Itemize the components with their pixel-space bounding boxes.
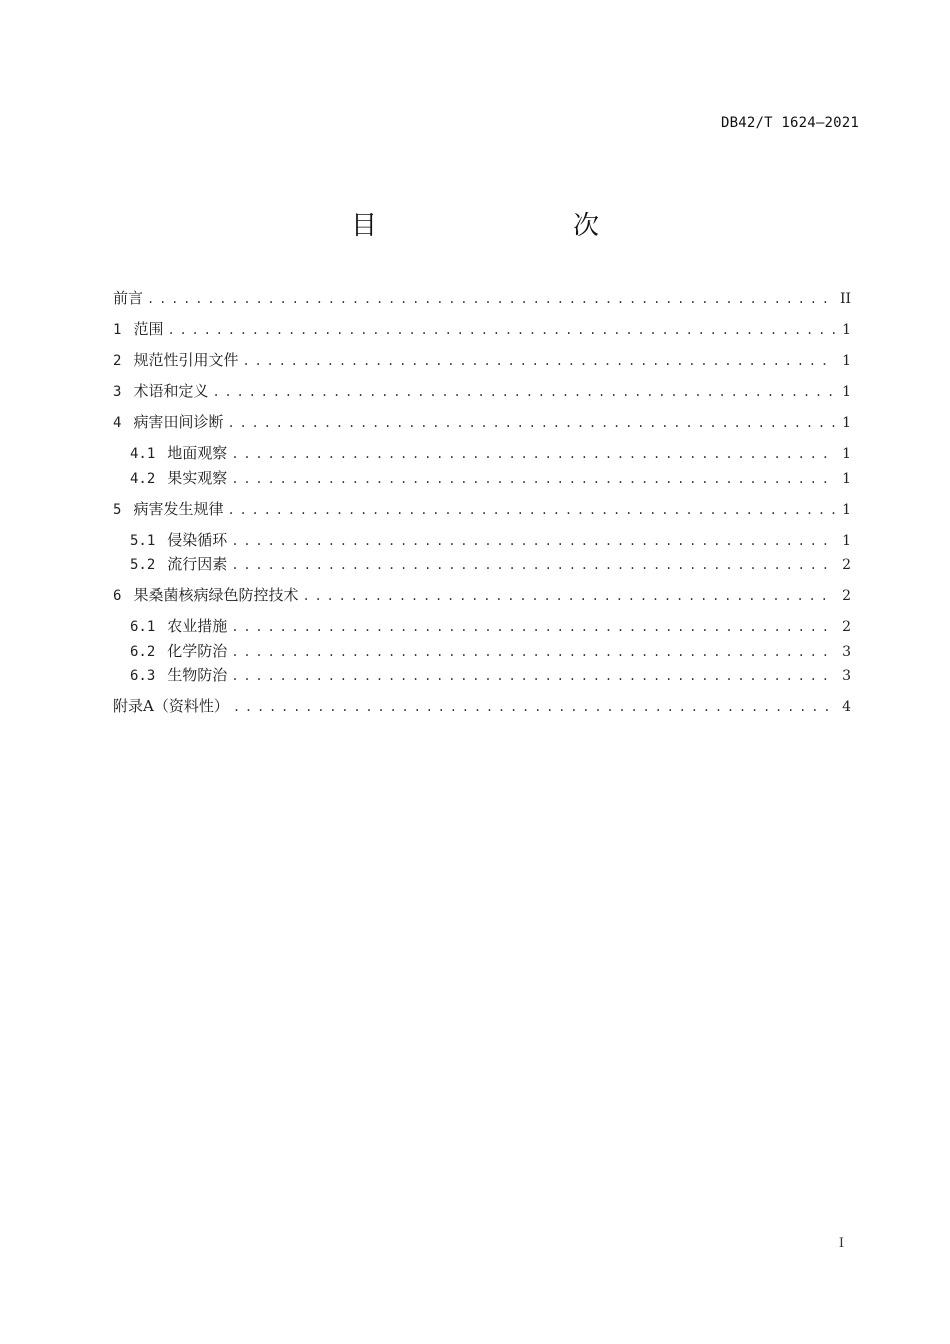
toc-entry-text: 侵染循环 xyxy=(167,530,228,549)
toc-entry-scope[interactable] xyxy=(113,317,851,342)
dot-leader xyxy=(231,553,835,578)
toc-entry-text: 果实观察 xyxy=(167,468,228,487)
toc-entry-text: 地面观察 xyxy=(167,444,228,462)
toc-entry-page: 1 xyxy=(842,322,851,338)
toc-entry-page: 1 xyxy=(842,532,851,549)
toc-entry-page: 1 xyxy=(842,353,851,369)
toc-entry-terms-definitions[interactable] xyxy=(113,379,851,404)
dot-leader xyxy=(242,349,835,374)
toc-entry-page: 1 xyxy=(842,501,851,518)
page-number: I xyxy=(838,1236,844,1251)
toc-entry-appendix-a[interactable] xyxy=(113,694,851,719)
toc-entry-number: 6.2 xyxy=(130,643,156,660)
toc-entry-number: 3 xyxy=(113,384,122,400)
toc-entry-fruit-observation[interactable] xyxy=(113,466,851,491)
toc-entry-epidemic-factors[interactable] xyxy=(113,552,851,577)
toc-entry-text: 附录A（资料性） xyxy=(113,697,229,715)
toc-entry-normative-references[interactable] xyxy=(113,348,851,373)
toc-entry-text: 果桑菌核病绿色防控技术 xyxy=(133,586,299,604)
dot-leader xyxy=(231,529,835,554)
dot-leader xyxy=(147,287,835,312)
toc-entry-page: 1 xyxy=(842,446,851,462)
toc-entry-text: 规范性引用文件 xyxy=(133,351,239,369)
toc-entry-number: 2 xyxy=(113,353,122,369)
toc-entry-text: 病害发生规律 xyxy=(133,499,224,518)
dot-leader xyxy=(231,615,835,640)
toc-entry-number: 6.3 xyxy=(130,668,156,684)
toc-entry-ground-observation[interactable] xyxy=(113,441,851,466)
toc-entry-text: 化学防治 xyxy=(167,641,228,660)
dot-leader xyxy=(167,318,835,343)
toc-entry-field-diagnosis[interactable] xyxy=(113,410,851,435)
toc-entry-page: 2 xyxy=(842,557,851,573)
toc-entry-text: 流行因素 xyxy=(167,555,228,573)
toc-entry-text: 前言 xyxy=(113,289,144,307)
toc-entry-text: 范围 xyxy=(133,320,164,338)
toc-entry-number: 5.1 xyxy=(130,532,156,549)
toc-entry-preface[interactable] xyxy=(113,286,851,311)
toc-entry-number: 4 xyxy=(113,415,122,431)
toc-entry-number: 5.2 xyxy=(130,557,156,573)
toc-entry-page: II xyxy=(839,291,851,307)
toc-entry-page: 4 xyxy=(842,699,851,715)
dot-leader xyxy=(302,584,835,609)
toc-entry-page: 2 xyxy=(842,588,851,604)
toc-entry-text: 农业措施 xyxy=(167,617,228,635)
toc-entry-number: 6.1 xyxy=(130,619,156,635)
toc-entry-page: 1 xyxy=(842,470,851,487)
toc-entry-number: 4.1 xyxy=(130,446,156,462)
toc-entry-chemical-control[interactable] xyxy=(113,639,851,664)
toc-entry-page: 2 xyxy=(842,619,851,635)
toc-entry-text: 病害田间诊断 xyxy=(133,413,224,431)
page-title: 目 次 xyxy=(350,211,647,241)
dot-leader xyxy=(231,664,835,689)
toc-entry-text: 术语和定义 xyxy=(133,382,209,400)
toc-entry-occurrence-pattern[interactable] xyxy=(113,497,851,522)
dot-leader xyxy=(231,442,835,467)
document-code: DB42/T 1624—2021 xyxy=(720,115,859,131)
toc-entry-text: 生物防治 xyxy=(167,666,228,684)
toc-entry-biological-control[interactable] xyxy=(113,663,851,688)
toc-entry-number: 1 xyxy=(113,322,122,338)
dot-leader xyxy=(212,380,835,405)
toc-entry-agricultural-measures[interactable] xyxy=(113,614,851,639)
table-of-contents xyxy=(113,286,851,719)
toc-entry-page: 3 xyxy=(842,668,851,684)
dot-leader xyxy=(227,411,835,436)
dot-leader xyxy=(227,498,835,523)
toc-entry-number: 6 xyxy=(113,588,122,604)
toc-entry-number: 4.2 xyxy=(130,470,156,487)
toc-entry-number: 5 xyxy=(113,501,122,518)
toc-entry-page: 3 xyxy=(842,643,851,660)
dot-leader xyxy=(233,695,835,720)
dot-leader xyxy=(231,467,835,492)
toc-entry-green-control[interactable] xyxy=(113,583,851,608)
dot-leader xyxy=(231,640,835,665)
toc-entry-infection-cycle[interactable] xyxy=(113,528,851,553)
toc-entry-page: 1 xyxy=(842,384,851,400)
toc-entry-page: 1 xyxy=(842,415,851,431)
